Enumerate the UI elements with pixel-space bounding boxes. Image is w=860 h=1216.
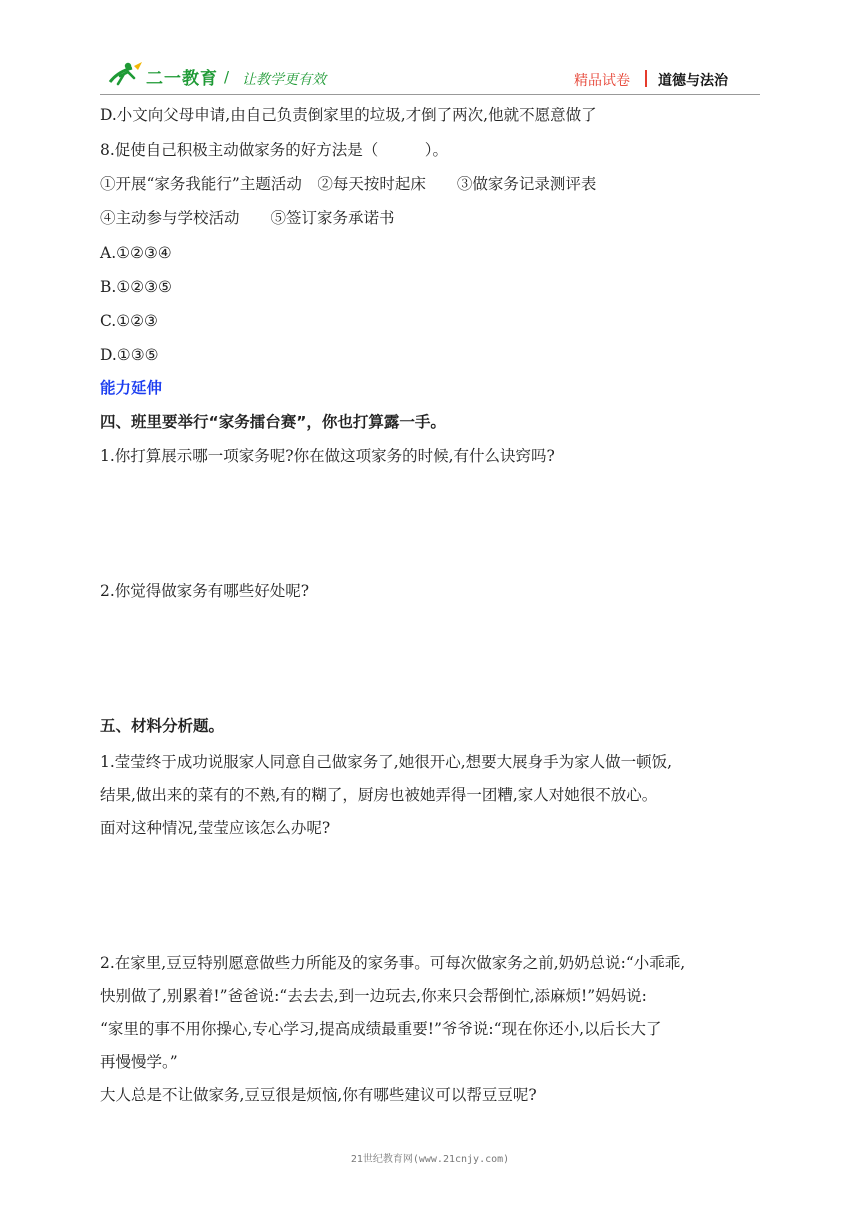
logo-text: 二一教育 — [146, 69, 218, 89]
section-five-q2-prompt: 大人总是不让做家务,豆豆很是烦恼,你有哪些建议可以帮豆豆呢? — [100, 1086, 537, 1104]
section-five-q1-line1: 1.莹莹终于成功说服家人同意自己做家务了,她很开心,想要大展身手为家人做一顿饭, — [100, 753, 673, 771]
slogan-separator: / — [224, 68, 230, 86]
section-four-q2: 2.你觉得做家务有哪些好处呢? — [100, 582, 310, 600]
section-five-q2-line3: “家里的事不用你操心,专心学习,提高成绩最重要!”爷爷说:“现在你还小,以后长大了 — [100, 1020, 662, 1038]
option-d-q7: D.小文向父母申请,由自己负责倒家里的垃圾,才倒了两次,他就不愿意做了 — [100, 106, 597, 124]
section-five-q2-line4: 再慢慢学。” — [100, 1053, 178, 1071]
question-8-items-2: ④主动参与学校活动 ⑤签订家务承诺书 — [100, 209, 395, 227]
section-five-title: 五、材料分析题。 — [100, 717, 225, 735]
question-8-items-1: ①开展“家务我能行”主题活动 ②每天按时起床 ③做家务记录测评表 — [100, 175, 597, 193]
section-heading-extension: 能力延伸 — [100, 379, 163, 397]
subject-label: 道德与法治 — [658, 73, 728, 89]
header-rule — [100, 94, 760, 95]
option-b: B.①②③⑤ — [100, 278, 172, 296]
slogan: 让教学更有效 — [242, 72, 326, 88]
option-d: D.①③⑤ — [100, 346, 159, 364]
section-five-q1-prompt: 面对这种情况,莹莹应该怎么办呢? — [100, 819, 331, 837]
section-five-q2-line1: 2.在家里,豆豆特别愿意做些力所能及的家务事。可每次做家务之前,奶奶总说:“小乖乖, — [100, 954, 686, 972]
section-five-q1-line2: 结果,做出来的菜有的不熟,有的糊了，厨房也被她弄得一团糟,家人对她很不放心。 — [100, 786, 658, 804]
section-five-q2-line2: 快别做了,别累着!”爸爸说:“去去去,到一边玩去,你来只会帮倒忙,添麻烦!”妈妈说: — [100, 987, 647, 1005]
option-a: A.①②③④ — [100, 244, 172, 262]
section-four-title: 四、班里要举行“家务擂台赛”，你也打算露一手。 — [100, 413, 446, 431]
header-divider — [645, 70, 647, 87]
question-8: 8.促使自己积极主动做家务的好方法是（ ）。 — [100, 141, 449, 159]
page-footer: 21世纪教育网(www.21cnjy.com) — [350, 1154, 510, 1165]
option-c: C.①②③ — [100, 312, 158, 330]
brand-label: 精品试卷 — [574, 73, 630, 89]
section-four-q1: 1.你打算展示哪一项家务呢?你在做这项家务的时候,有什么诀窍吗? — [100, 447, 555, 465]
page-header — [0, 0, 860, 100]
